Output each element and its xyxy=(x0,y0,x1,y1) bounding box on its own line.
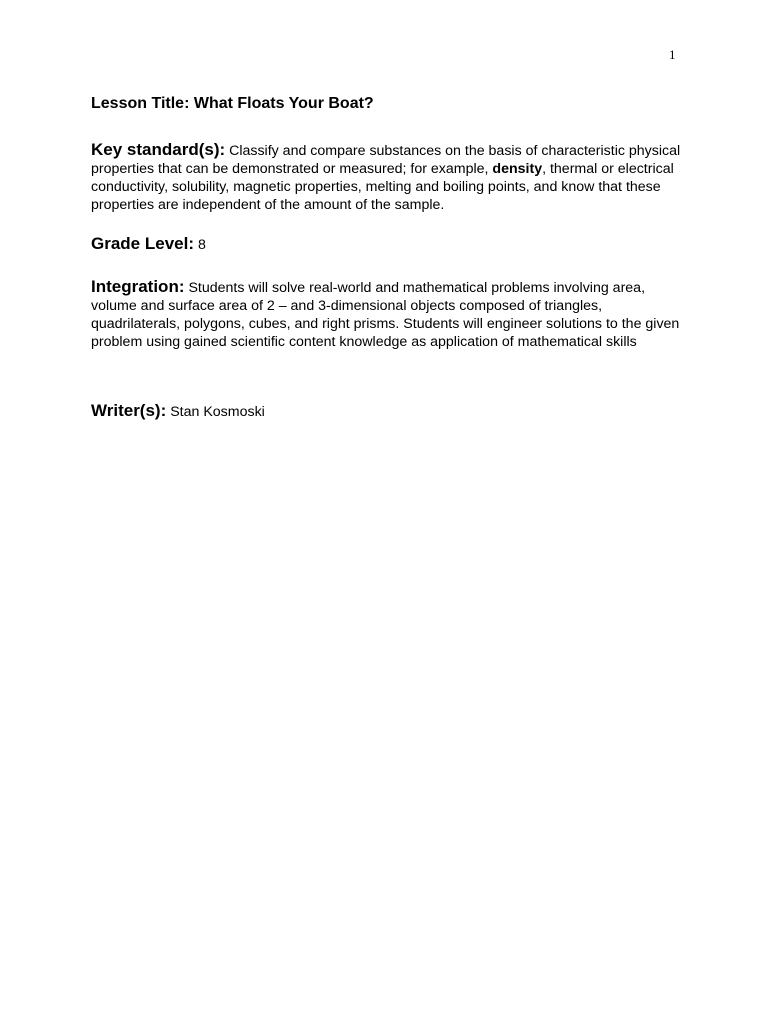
writers-section xyxy=(91,402,691,421)
key-standard-bold-word: density xyxy=(492,161,543,177)
writers-value: Stan Kosmoski xyxy=(166,404,265,420)
key-standard-text-after: , thermal or electrical conductivity, solubility, magnetic properties, melting and boiling points, and know that these properties are independent of the amount of the sample. xyxy=(91,161,674,213)
integration-text: Students will solve real-world and mathematical problems involving area, volume and surface area of 2 – and 3-dimensional objects composed of triangles, quadrilaterals, polygons, cubes, and right prisms. Students will engineer solutions to the given problem using gained scientific content knowledge as application of mathematical skills xyxy=(91,280,680,350)
key-standard-heading: Key standard(s): xyxy=(91,140,226,159)
integration-heading: Integration: xyxy=(91,277,185,296)
page-number: 1 xyxy=(669,47,676,62)
lesson-title: Lesson Title: What Floats Your Boat? xyxy=(91,95,374,112)
grade-level-value: 8 xyxy=(194,237,206,253)
grade-level-heading: Grade Level: xyxy=(91,234,194,253)
key-standard-text-before: Classify and compare substances on the basis of characteristic physical properties that can be demonstrated or measured; for example, xyxy=(91,143,681,177)
integration-section xyxy=(91,278,691,351)
writers-heading: Writer(s): xyxy=(91,401,167,420)
key-standard-section xyxy=(91,141,691,214)
grade-level-section xyxy=(91,235,691,254)
